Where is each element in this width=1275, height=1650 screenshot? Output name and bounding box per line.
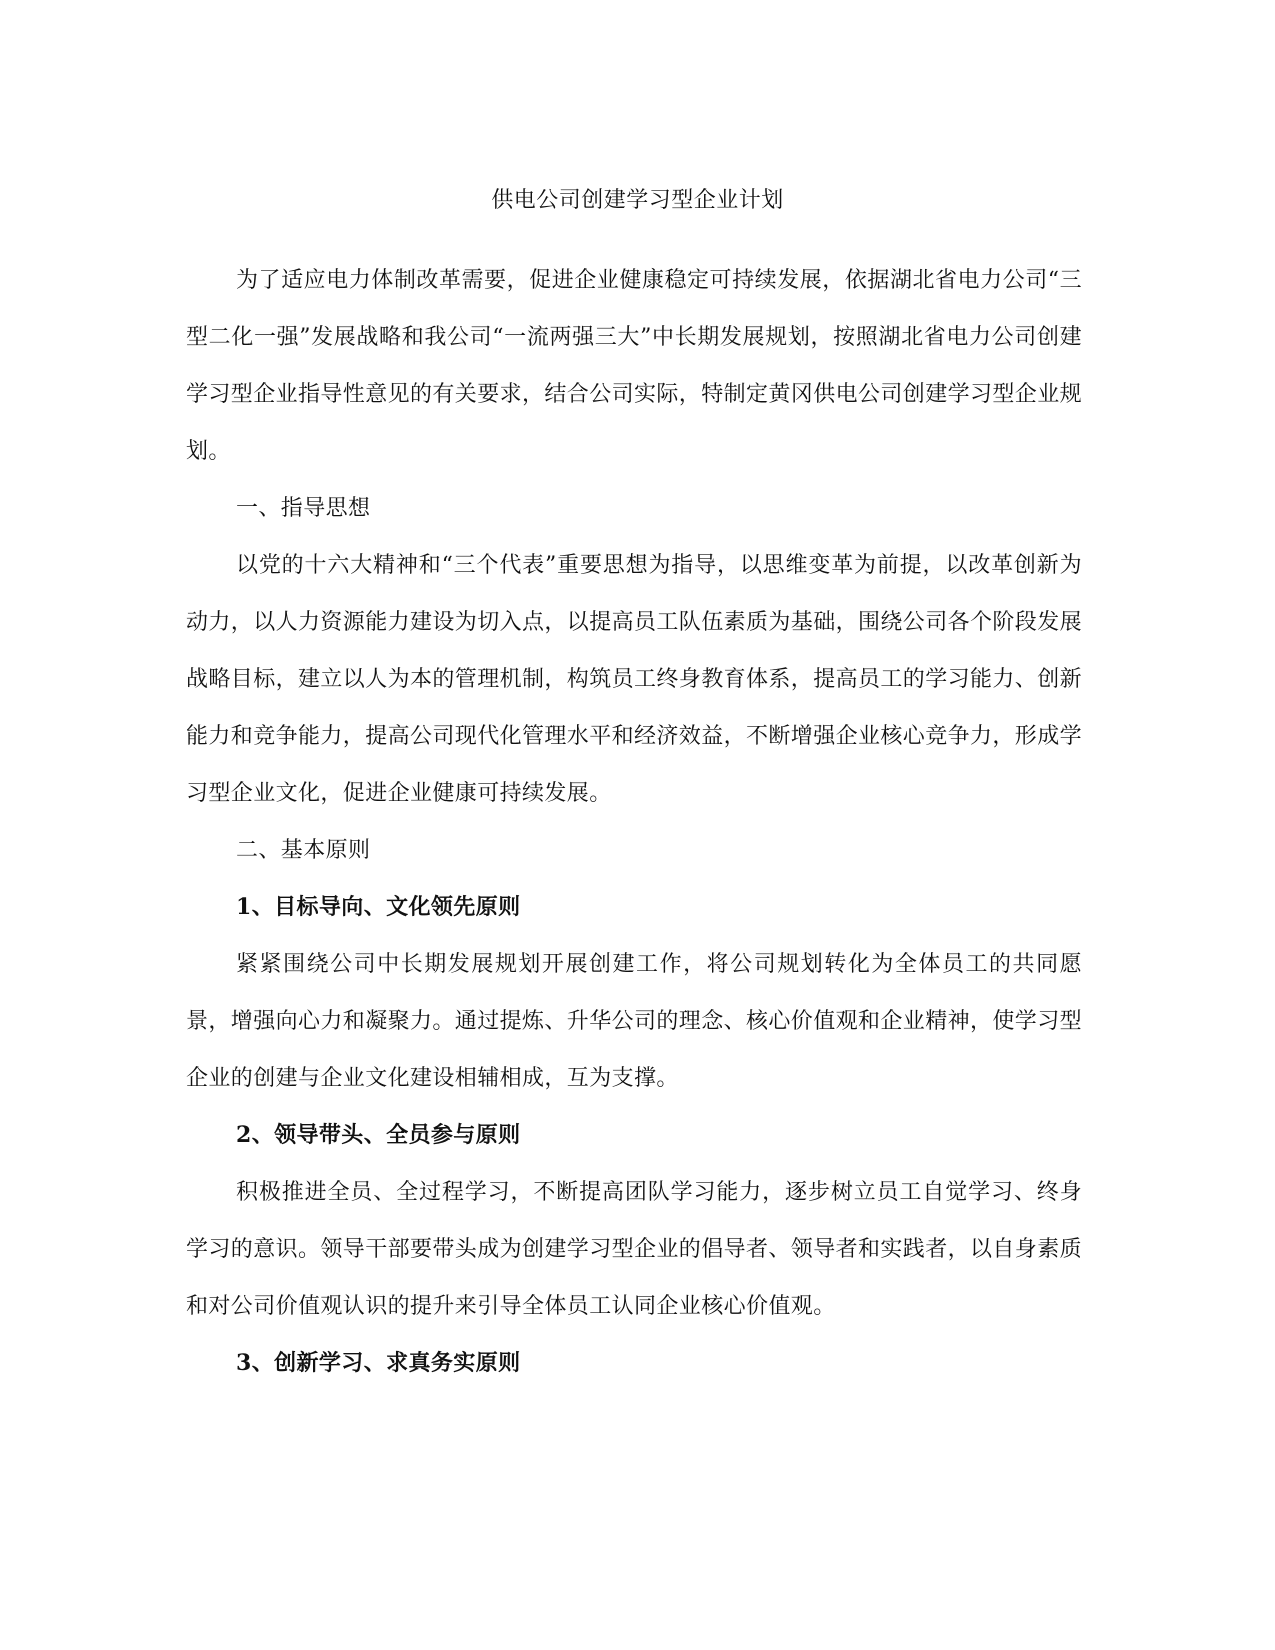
section-heading-basic-principles: 二、基本原则	[236, 838, 371, 863]
principle-3-title: 3、创新学习、求真务实原则	[236, 1350, 521, 1376]
document-body	[186, 252, 1082, 1392]
intro-paragraph: 为了适应电力体制改革需要，促进企业健康稳定可持续发展，依据湖北省电力公司“三型二化一强”发展战略和我公司“一流两强三大”中长期发展规划，按照湖北省电力公司创建学习型企业指导性意见的有关要求，结合公司实际，特制定黄冈供电公司创建学习型企业规划。	[186, 268, 1083, 464]
principle-1-paragraph: 紧紧围绕公司中长期发展规划开展创建工作，将公司规划转化为全体员工的共同愿景，增强向心力和凝聚力。通过提炼、升华公司的理念、核心价值观和企业精神，使学习型企业的创建与企业文化建设相辅相成，互为支撑。	[186, 952, 1083, 1091]
principle-2-title: 2、领导带头、全员参与原则	[236, 1122, 521, 1148]
section-heading-guiding-ideology: 一、指导思想	[236, 496, 371, 521]
principle-2-paragraph: 积极推进全员、全过程学习，不断提高团队学习能力，逐步树立员工自觉学习、终身学习的意识。领导干部要带头成为创建学习型企业的倡导者、领导者和实践者，以自身素质和对公司价值观认识的提升来引导全体员工认同企业核心价值观。	[186, 1180, 1083, 1319]
principle-1-title: 1、目标导向、文化领先原则	[236, 894, 521, 920]
document-title: 供电公司创建学习型企业计划	[491, 188, 784, 213]
guiding-ideology-paragraph: 以党的十六大精神和“三个代表”重要思想为指导，以思维变革为前提，以改革创新为动力，以人力资源能力建设为切入点，以提高员工队伍素质为基础，围绕公司各个阶段发展战略目标，建立以人为本的管理机制，构筑员工终身教育体系，提高员工的学习能力、创新能力和竞争能力，提高公司现代化管理水平和经济效益，不断增强企业核心竞争力，形成学习型企业文化，促进企业健康可持续发展。	[186, 553, 1083, 806]
